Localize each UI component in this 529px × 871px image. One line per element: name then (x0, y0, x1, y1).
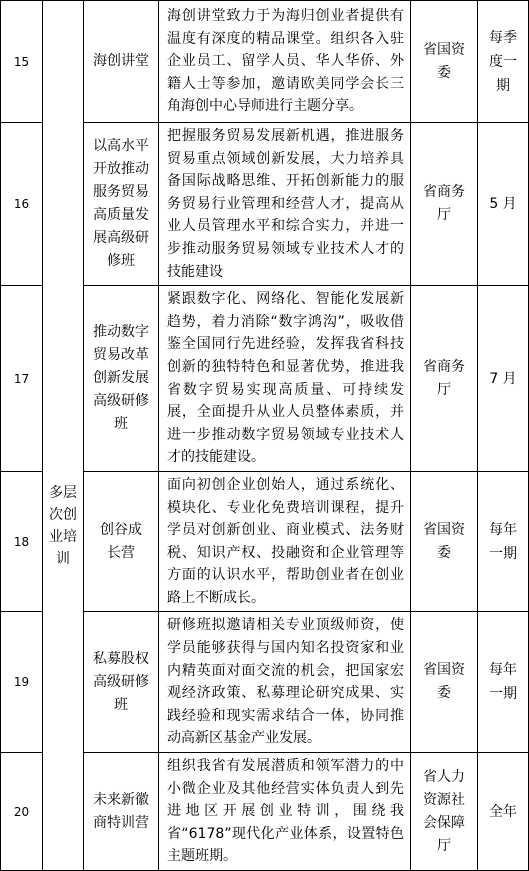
program-name: 私募股权高级研修班 (84, 612, 159, 753)
program-content: 海创讲堂致力于为海归创业者提供有温度有深度的精品课堂。组织各入驻企业员工、留学人员、华人华侨、外籍人士等参加，邀请欧美同学会长三角海创中心导师进行主题分享。 (159, 1, 411, 123)
organizer: 省商务厅 (411, 286, 478, 472)
row-number: 15 (1, 1, 43, 123)
program-name: 未来新徽商特训营 (84, 753, 159, 871)
row-number: 19 (1, 612, 43, 753)
row-number: 17 (1, 286, 43, 472)
program-content: 紧跟数字化、网络化、智能化发展新趋势，着力消除“数字鸿沟”，吸收借鉴全国同行先进经验，发挥我省科技创新的独特特色和显著优势，推进我省数字贸易实现高质量、可持续发展，全面提升从业人员整体素质，并进一步推动数字贸易领域专业技术人才的技能建设。 (159, 286, 411, 472)
schedule: 每年一期 (478, 471, 529, 612)
row-number: 16 (1, 123, 43, 286)
row-number: 20 (1, 753, 43, 871)
organizer: 省商务厅 (411, 123, 478, 286)
schedule: 5 月 (478, 123, 529, 286)
organizer: 省国资委 (411, 1, 478, 123)
category-cell (43, 1, 84, 871)
program-name: 海创讲堂 (84, 1, 159, 123)
organizer: 省国资委 (411, 612, 478, 753)
row-number: 18 (1, 471, 43, 612)
schedule: 每季度一期 (478, 1, 529, 123)
category-label: 多层次创业培训 (49, 484, 77, 567)
schedule: 每年一期 (478, 612, 529, 753)
program-name: 推动数字贸易改革创新发展高级研修班 (84, 286, 159, 472)
program-content: 把握服务贸易发展新机遇，推进服务贸易重点领域创新发展，大力培养具备国际战略思维、开拓创新能力的服务贸易行业管理和经营人才，提高从业人员管理水平和综合实力，并进一步推动服务贸易领域专业技术人才的技能建设 (159, 123, 411, 286)
organizer: 省国资委 (411, 471, 478, 612)
schedule: 7 月 (478, 286, 529, 472)
program-content: 研修班拟邀请相关专业顶级师资，使学员能够获得与国内知名投资家和业内精英面对面交流的机会，把国家宏观经济政策、私募理论研究成果、实践经验和现实需求结合一体，协同推动高新区基金产业发展。 (159, 612, 411, 753)
table-row (1, 1, 529, 123)
program-name: 创谷成长营 (84, 471, 159, 612)
program-content: 组织我省有发展潜质和领军潜力的中小微企业及其他经营实体负责人到先进地区开展创业特训，围绕我省“6178”现代化产业体系，设置特色主题班期。 (159, 753, 411, 871)
program-name: 以高水平开放推动服务贸易高质量发展高级研修班 (84, 123, 159, 286)
organizer: 省人力资源社会保障厅 (411, 753, 478, 871)
schedule: 全年 (478, 753, 529, 871)
program-content: 面向初创企业创始人，通过系统化、模块化、专业化免费培训课程，提升学员对创新创业、商业模式、法务财税、知识产权、投融资和企业管理等方面的认识水平，帮助创业者在创业路上不断成长。 (159, 471, 411, 612)
